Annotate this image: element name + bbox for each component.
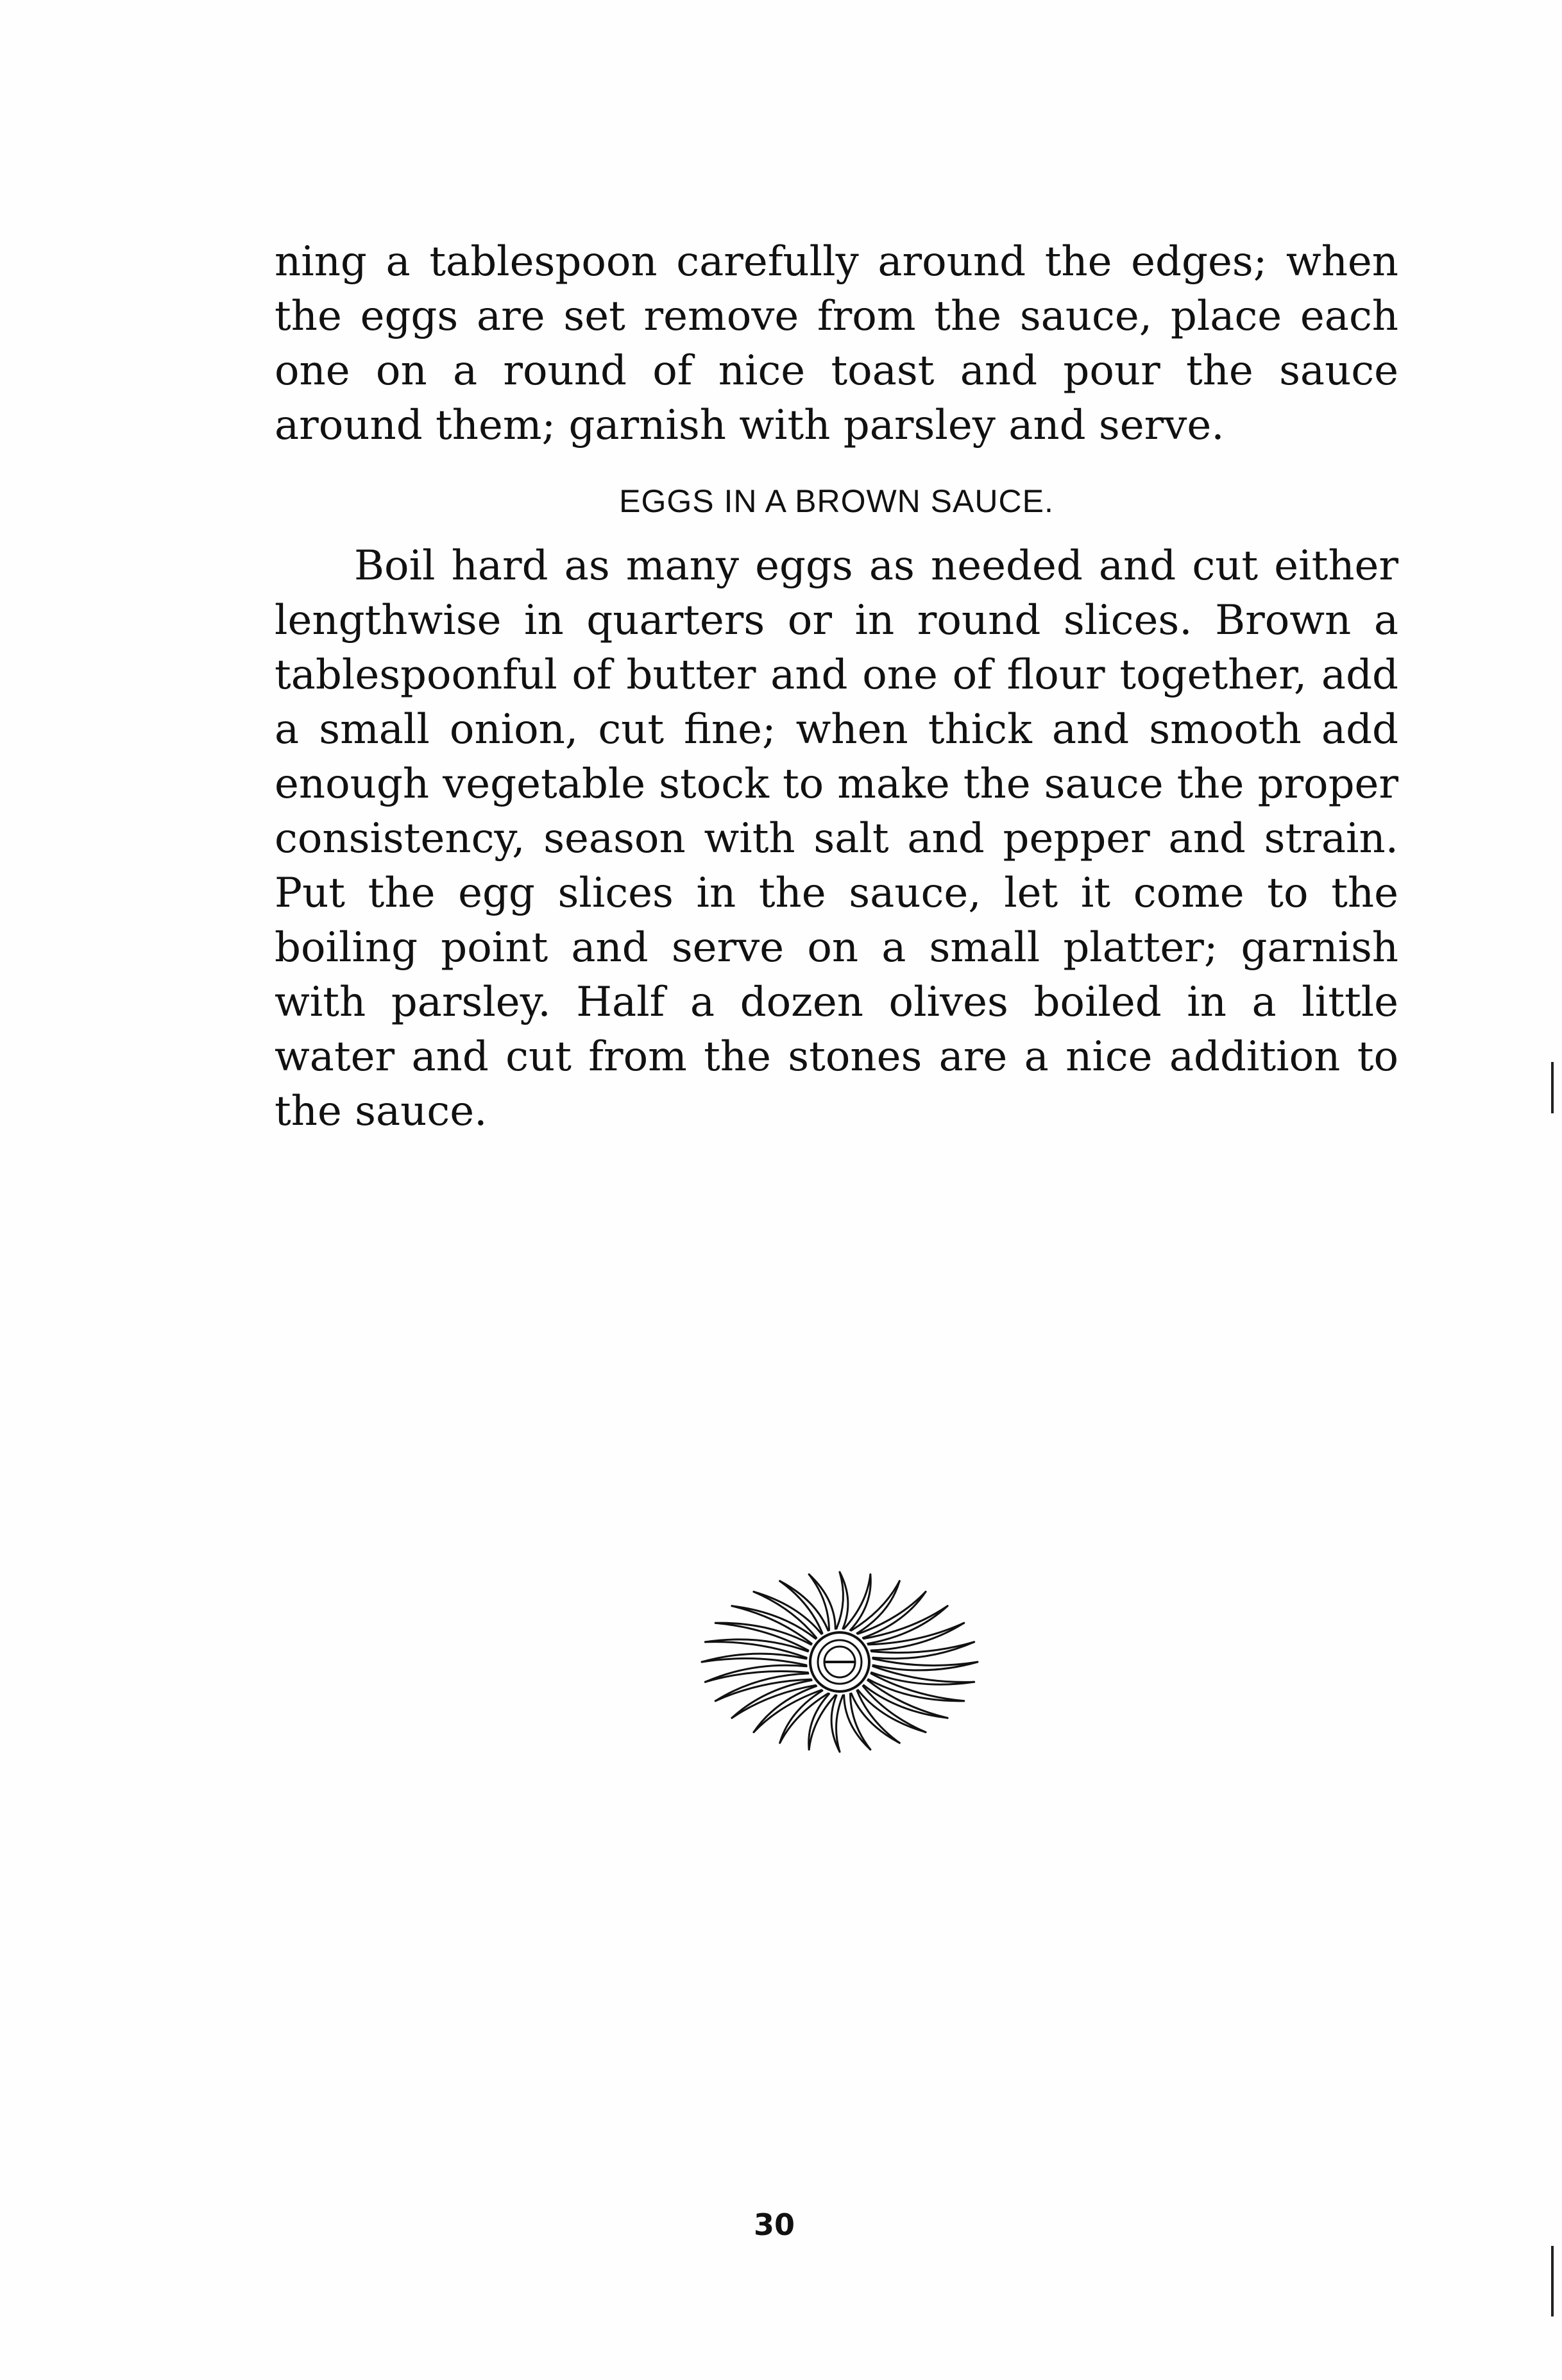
edge-mark xyxy=(1551,2246,1554,2316)
page-number: 30 xyxy=(753,2207,795,2242)
edge-mark xyxy=(1551,1062,1554,1113)
recipe-body: Boil hard as many eggs as needed and cut either lengthwise in quarters or in round slices. Brown a tablespoonful of butter and one of flour together, add a small onion, cut fine; when thick and smooth add enough vegetable stock to make the sauce the proper consistency, season with salt and pepper and strain. Put the egg slices in the sauce, let it come to the boiling point and serve on a small platter; garnish with parsley. Half a dozen olives boiled in a little water and cut from the stones are a nice addition to the sauce. xyxy=(275,542,1398,1135)
sunburst-ray xyxy=(702,1659,806,1665)
sunburst-ray xyxy=(873,1659,978,1665)
sunburst-ray xyxy=(850,1575,870,1631)
sunburst-ray xyxy=(809,1575,829,1631)
sunburst-ray xyxy=(836,1695,843,1752)
sunburst-ray xyxy=(809,1694,829,1750)
sunburst-ray xyxy=(836,1572,843,1629)
sunburst-ray xyxy=(780,1581,822,1633)
sunburst-ray xyxy=(873,1642,974,1659)
sunburst-ray xyxy=(705,1665,806,1682)
recipe-title: EGGS IN A BROWN SAUCE. xyxy=(619,483,1054,519)
sunburst-ray xyxy=(850,1694,870,1750)
sunburst-icon xyxy=(697,1566,983,1758)
continued-paragraph: ning a tablespoon carefully around the edges; when the eggs are set remove from the sauce, place each one on a round of nice toast and pour the sauce around them; garnish with parsley and serve. xyxy=(275,238,1398,449)
sunburst-ray xyxy=(857,1691,899,1743)
